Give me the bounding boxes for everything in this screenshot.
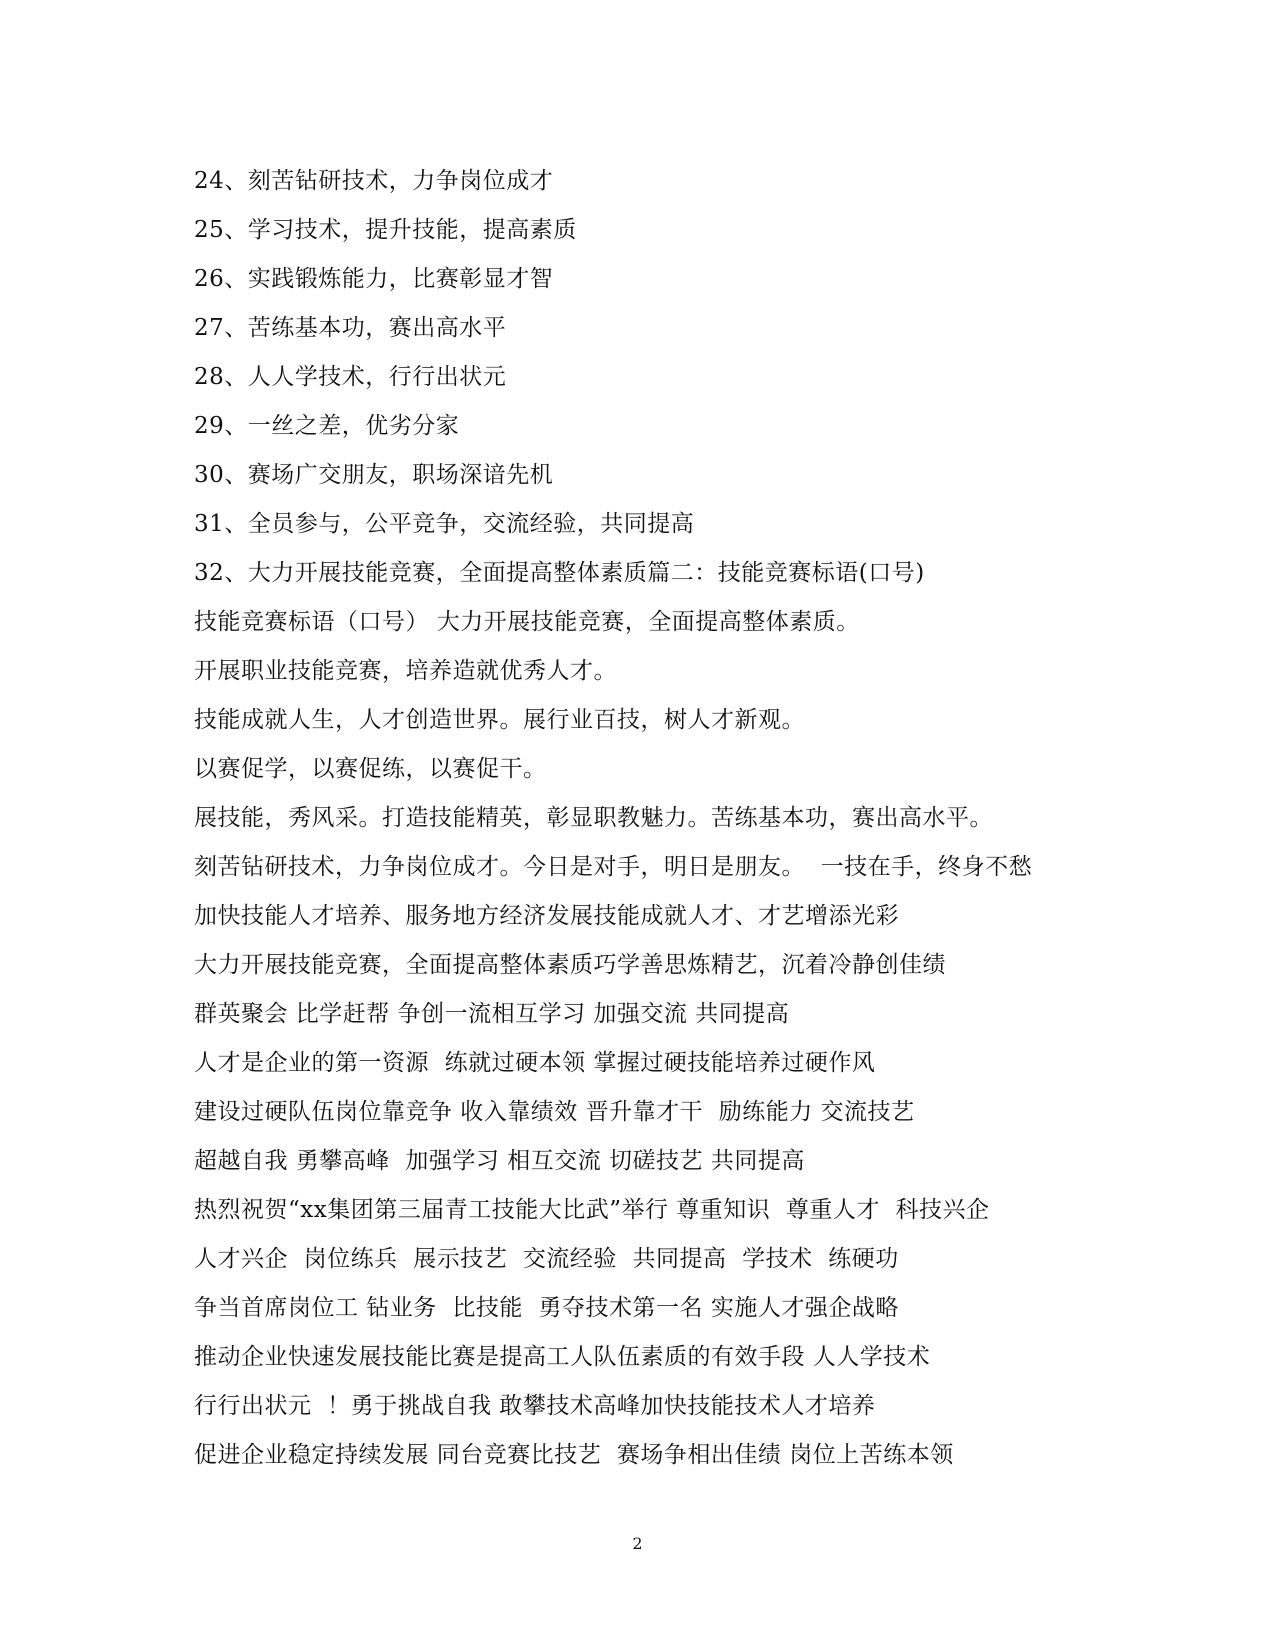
text-line: 开展职业技能竞赛，培养造就优秀人才。 (194, 658, 617, 684)
text-line: 人才是企业的第一资源 练就过硬本领 掌握过硬技能培养过硬作风 (194, 1050, 876, 1076)
text-line: 人才兴企 岗位练兵 展示技艺 交流经验 共同提高 学技术 练硬功 (194, 1246, 899, 1272)
text-line: 25、学习技术，提升技能，提高素质 (194, 217, 577, 243)
text-line: 展技能，秀风采。打造技能精英，彰显职教魅力。苦练基本功，赛出高水平。 (194, 805, 993, 831)
text-line: 26、实践锻炼能力，比赛彰显才智 (194, 266, 554, 292)
text-line: 28、人人学技术，行行出状元 (194, 364, 507, 390)
text-line: 刻苦钻研技术，力争岗位成才。今日是对手，明日是朋友。 一技在手，终身不愁 (194, 854, 1033, 880)
text-line: 技能成就人生，人才创造世界。展行业百技，树人才新观。 (194, 707, 805, 733)
text-line: 超越自我 勇攀高峰 加强学习 相互交流 切磋技艺 共同提高 (194, 1148, 805, 1174)
text-line: 建设过硬队伍岗位靠竞争 收入靠绩效 晋升靠才干 励练能力 交流技艺 (194, 1099, 915, 1125)
text-line: 促进企业稳定持续发展 同台竞赛比技艺 赛场争相出佳绩 岗位上苦练本领 (194, 1442, 954, 1468)
text-line: 大力开展技能竞赛，全面提高整体素质巧学善思炼精艺，沉着冷静创佳绩 (194, 952, 946, 978)
text-line: 24、刻苦钻研技术，力争岗位成才 (194, 168, 554, 194)
text-line: 31、全员参与，公平竞争，交流经验，共同提高 (194, 511, 695, 537)
text-line: 技能竞赛标语（口号） 大力开展技能竞赛，全面提高整体素质。 (194, 609, 860, 635)
text-line: 推动企业快速发展技能比赛是提高工人队伍素质的有效手段 人人学技术 (194, 1344, 931, 1370)
text-line: 以赛促学，以赛促练，以赛促干。 (194, 756, 547, 782)
text-line: 29、一丝之差，优劣分家 (194, 413, 460, 439)
page-number: 2 (632, 1534, 643, 1553)
text-line: 热烈祝贺“xx集团第三届青工技能大比武”举行 尊重知识 尊重人才 科技兴企 (194, 1197, 990, 1223)
text-line: 争当首席岗位工 钻业务 比技能 勇夺技术第一名 实施人才强企战略 (194, 1295, 899, 1321)
text-line: 32、大力开展技能竞赛，全面提高整体素质篇二：技能竞赛标语(口号) (194, 560, 925, 586)
text-line: 行行出状元 ！勇于挑战自我 敢攀技术高峰加快技能技术人才培养 (194, 1393, 876, 1419)
text-line: 群英聚会 比学赶帮 争创一流相互学习 加强交流 共同提高 (194, 1001, 790, 1027)
text-line: 30、赛场广交朋友，职场深谙先机 (194, 462, 554, 488)
body-text (194, 157, 1094, 1480)
text-line: 加快技能人才培养、服务地方经济发展技能成就人才、才艺增添光彩 (194, 903, 899, 929)
text-line: 27、苦练基本功，赛出高水平 (194, 315, 507, 341)
